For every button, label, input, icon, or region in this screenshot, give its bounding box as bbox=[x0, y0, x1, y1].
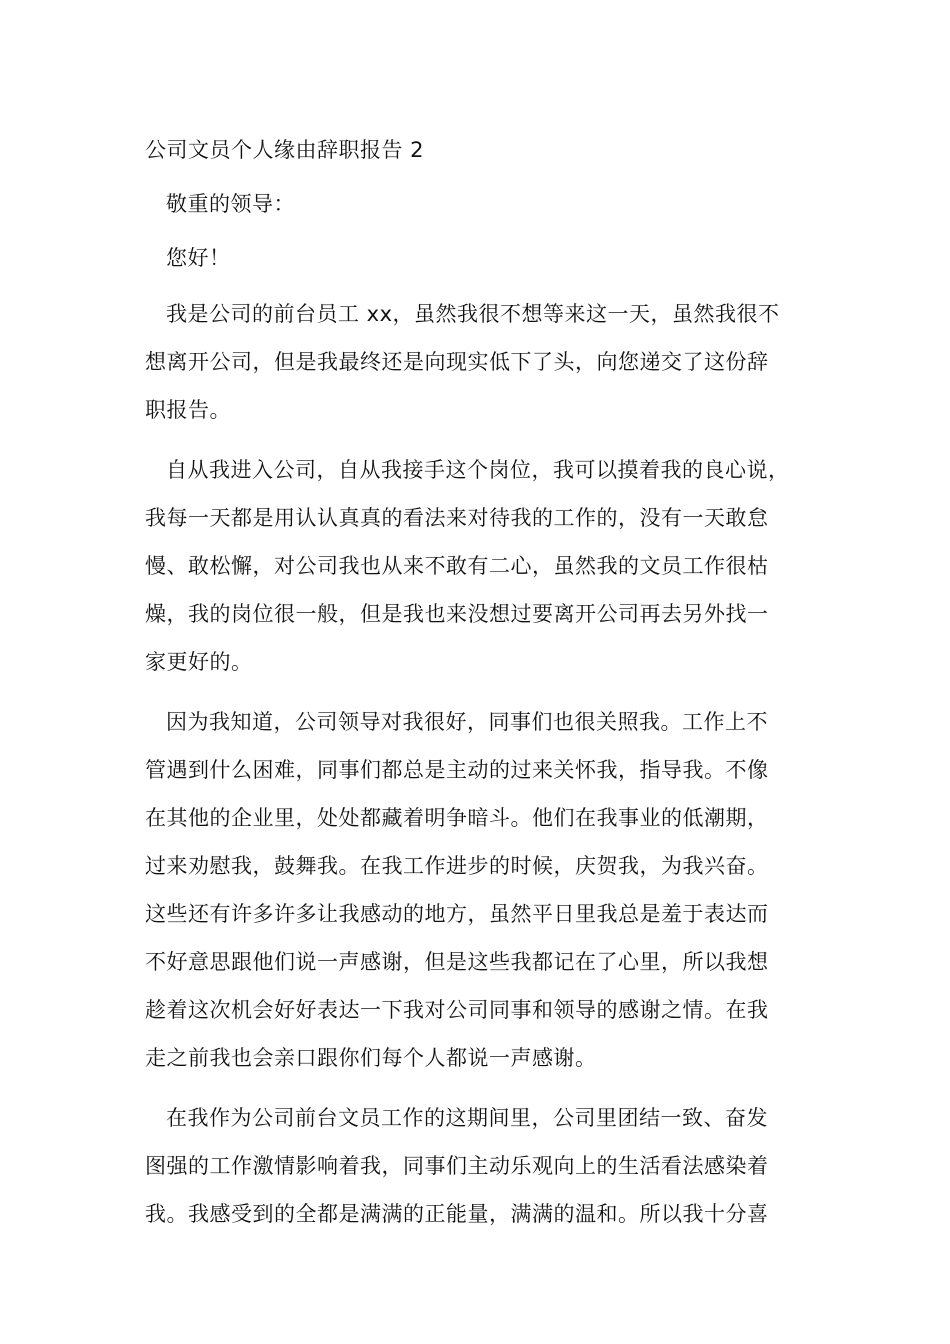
salutation: 敬重的领导： bbox=[166, 192, 295, 216]
paragraph-line: 趁着这次机会好好表达一下我对公司同事和领导的感谢之情。在我 bbox=[145, 998, 769, 1022]
paragraph-1 bbox=[145, 290, 825, 434]
paragraph-line: 走之前我也会亲口跟你们每个人都说一声感谢。 bbox=[145, 1046, 597, 1070]
paragraph-line: 这些还有许多许多让我感动的地方，虽然平日里我总是羞于表达而 bbox=[145, 902, 769, 926]
paragraph-4 bbox=[145, 1094, 825, 1238]
paragraph-line: 因为我知道，公司领导对我很好，同事们也很关照我。工作上不 bbox=[166, 710, 768, 734]
paragraph-line: 过来劝慰我，鼓舞我。在我工作进步的时候，庆贺我，为我兴奋。 bbox=[145, 854, 769, 878]
paragraph-3 bbox=[145, 698, 825, 1082]
paragraph-line: 不好意思跟他们说一声感谢，但是这些我都记在了心里，所以我想 bbox=[145, 950, 769, 974]
document-body bbox=[145, 130, 825, 1250]
paragraph-line: 慢、敢松懈，对公司我也从来不敢有二心，虽然我的文员工作很枯 bbox=[145, 554, 769, 578]
paragraph-line: 图强的工作激情影响着我，同事们主动乐观向上的生活看法感染着 bbox=[145, 1154, 769, 1178]
paragraph-line: 我是公司的前台员工 xx，虽然我很不想等来这一天，虽然我很不 bbox=[166, 302, 780, 326]
paragraph-line: 想离开公司，但是我最终还是向现实低下了头，向您递交了这份辞 bbox=[145, 350, 769, 374]
paragraph-line: 管遇到什么困难，同事们都总是主动的过来关怀我，指导我。不像 bbox=[145, 758, 769, 782]
paragraph-2 bbox=[145, 446, 825, 686]
paragraph-line: 我每一天都是用认认真真的看法来对待我的工作的，没有一天敢怠 bbox=[145, 506, 769, 530]
paragraph-line: 在其他的企业里，处处都藏着明争暗斗。他们在我事业的低潮期， bbox=[145, 806, 769, 830]
paragraph-line: 我。我感受到的全都是满满的正能量，满满的温和。所以我十分喜 bbox=[145, 1202, 769, 1226]
paragraph-line: 自从我进入公司，自从我接手这个岗位，我可以摸着我的良心说， bbox=[166, 458, 790, 482]
greeting: 您好！ bbox=[166, 246, 231, 270]
paragraph-line: 职报告。 bbox=[145, 398, 231, 422]
paragraph-line: 在我作为公司前台文员工作的这期间里，公司里团结一致、奋发 bbox=[166, 1106, 768, 1130]
paragraph-line: 家更好的。 bbox=[145, 650, 253, 674]
document-title: 公司文员个人缘由辞职报告 2 bbox=[145, 138, 425, 162]
paragraph-line: 燥，我的岗位很一般，但是我也来没想过要离开公司再去另外找一 bbox=[145, 602, 769, 626]
